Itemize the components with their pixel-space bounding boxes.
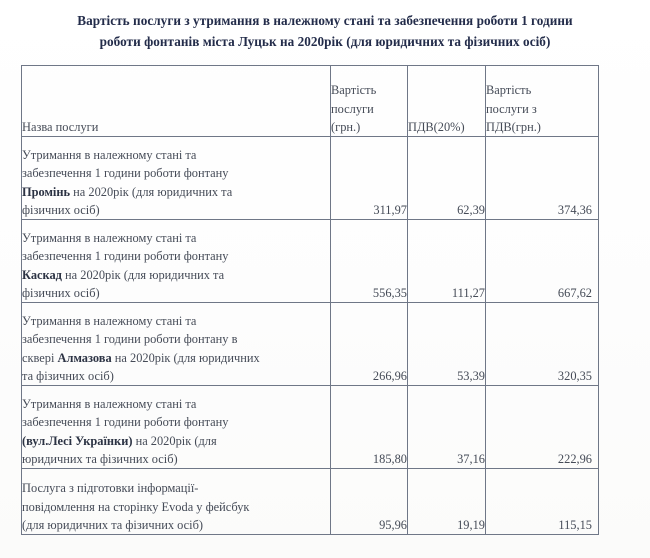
- column-header-total-line-1: Вартість: [486, 83, 532, 98]
- table-row: [22, 137, 599, 220]
- service-name-line-1: Утримання в належному стані та: [22, 397, 197, 412]
- service-name-cell: [22, 137, 331, 220]
- table-row: [22, 220, 599, 303]
- service-name-line-2: забезпечення 1 години роботи фонтану: [22, 415, 229, 430]
- fountain-name: (вул.Лесі Українки): [22, 433, 133, 448]
- cost-value: 266,96: [331, 303, 408, 386]
- table-row: [22, 469, 599, 535]
- cost-value: 311,97: [331, 137, 408, 220]
- service-name-cell: [22, 303, 331, 386]
- column-header-total-with-vat: [486, 66, 599, 137]
- service-name-line-1: Утримання в належному стані та: [22, 314, 197, 329]
- service-name-line-3-suffix: на 2020рік (для юридичних: [111, 350, 260, 365]
- service-name-line-1: Послуга з підготовки інформації-: [22, 481, 199, 496]
- document-title-line-1: Вартість послуги з утримання в належному стані та забезпечення роботи 1 години: [77, 13, 573, 28]
- column-header-total-line-2: послуги з: [486, 101, 537, 116]
- service-name-line-3: [22, 432, 330, 450]
- fountain-name: Алмазова: [57, 350, 112, 365]
- column-header-vat: ПДВ(20%): [408, 66, 486, 137]
- service-name-line-3-suffix: на 2020рік (для юридичних та: [61, 267, 225, 282]
- fountain-name: Промінь: [22, 184, 71, 199]
- service-name-line-3-suffix: на 2020рік (для юридичних та: [70, 184, 233, 199]
- service-name-line-1: Утримання в належному стані та: [22, 148, 197, 163]
- service-name-cell: [22, 469, 331, 535]
- service-name-line-4: юридичних та фізичних осіб): [22, 451, 178, 466]
- service-name-cell: [22, 386, 331, 469]
- total-value: 374,36: [486, 137, 599, 220]
- service-name-line-1: Утримання в належному стані та: [22, 231, 197, 246]
- service-name-line-2: повідомлення на сторінку Evoda у фейсбук: [22, 499, 250, 514]
- service-name-line-3: [22, 266, 330, 284]
- service-name-line-4: фізичних осіб): [22, 285, 100, 300]
- vat-value: 111,27: [408, 220, 486, 303]
- service-name-line-4: та фізичних осіб): [22, 368, 114, 383]
- vat-value: 62,39: [408, 137, 486, 220]
- column-header-cost-line-1: Вартість: [331, 83, 377, 98]
- cost-value: 95,96: [331, 469, 408, 535]
- vat-value: 19,19: [408, 469, 486, 535]
- column-header-cost-line-2: послуги: [331, 101, 374, 116]
- document-title-line-2: роботи фонтанів міста Луцьк на 2020рік (для юридичних та фізичних осіб): [99, 34, 551, 49]
- service-name-line-2: забезпечення 1 години роботи фонтану в: [22, 332, 238, 347]
- fountain-name: Каскад: [22, 267, 62, 282]
- service-name-cell: [22, 220, 331, 303]
- service-name-line-3-suffix: на 2020рік (для: [132, 433, 217, 448]
- table-row: [22, 303, 599, 386]
- service-name-line-3: [22, 349, 330, 367]
- document-title: [18, 10, 632, 52]
- cost-value: 185,80: [331, 386, 408, 469]
- cost-value: 556,35: [331, 220, 408, 303]
- service-name-line-4: (для юридичних та фізичних осіб): [22, 517, 204, 532]
- service-name-line-3-prefix: сквері: [22, 350, 58, 365]
- service-name-line-3: [22, 183, 330, 201]
- column-header-cost-line-3: (грн.): [331, 119, 361, 134]
- table-row: [22, 386, 599, 469]
- total-value: 320,35: [486, 303, 599, 386]
- total-value: 667,62: [486, 220, 599, 303]
- column-header-service-name: Назва послуги: [22, 66, 331, 137]
- service-name-line-2: забезпечення 1 години роботи фонтану: [22, 166, 229, 181]
- column-header-total-line-3: ПДВ(грн.): [486, 119, 541, 134]
- total-value: 115,15: [486, 469, 599, 535]
- fountain-cost-table: [21, 65, 599, 535]
- service-name-line-4: фізичних осіб): [22, 202, 100, 217]
- column-header-cost: [331, 66, 408, 137]
- vat-value: 53,39: [408, 303, 486, 386]
- service-name-line-2: забезпечення 1 години роботи фонтану: [22, 249, 229, 264]
- vat-value: 37,16: [408, 386, 486, 469]
- total-value: 222,96: [486, 386, 599, 469]
- table-header-row: [22, 66, 599, 137]
